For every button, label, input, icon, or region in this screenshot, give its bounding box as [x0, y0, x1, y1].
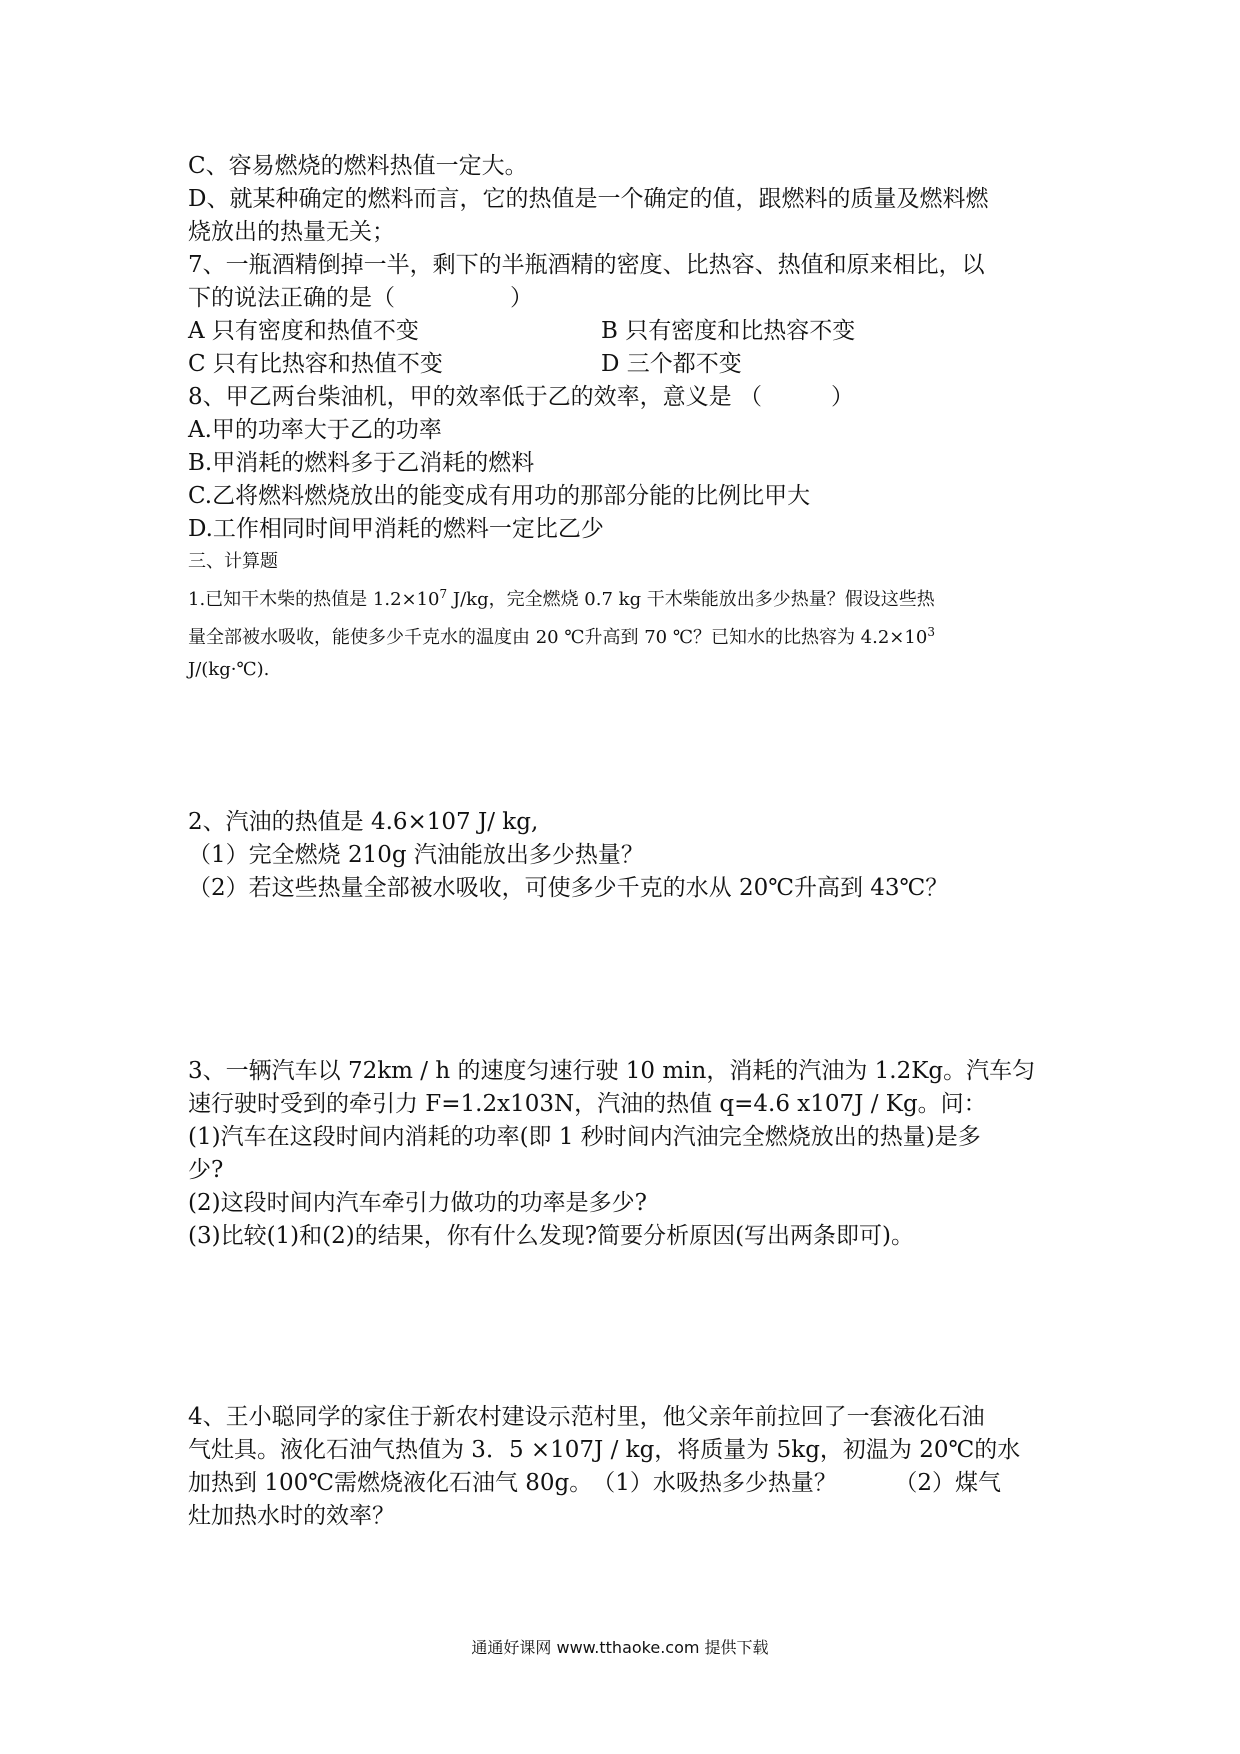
answer-space — [188, 1253, 1068, 1401]
q7-options-row-2 — [188, 348, 1068, 381]
calc-1-exponent-2: 3 — [927, 625, 935, 639]
q8-option-b: B.甲消耗的燃料多于乙消耗的燃料 — [188, 450, 535, 476]
footer-credit: 通通好课网 www.tthaoke.com 提供下载 — [471, 1638, 769, 1657]
q7-option-b: B 只有密度和比热容不变 — [601, 318, 856, 344]
answer-space — [188, 905, 1068, 1055]
calc-3-line-2: 速行驶时受到的牵引力 F=1.2x103N，汽油的热值 q=4.6 x107J / Kg。问： — [188, 1091, 987, 1117]
calc-1-line-2 — [188, 616, 1068, 654]
option-d-text: D、就某种确定的燃料而言，它的热值是一个确定的值，跟燃料的质量及燃料燃 — [188, 186, 989, 212]
calc-1-line-1 — [188, 578, 1068, 616]
calc-4-line-4: 灶加热水时的效率？ — [188, 1503, 395, 1529]
calc-1-exponent: 7 — [439, 587, 448, 601]
option-c-text: C、容易燃烧的燃料热值一定大。 — [188, 153, 528, 179]
answer-space — [188, 686, 1068, 806]
calc-3-line-1: 3、一辆汽车以 72km / h 的速度匀速行驶 10 min，消耗的汽油为 1.2Kg。汽车匀 — [188, 1058, 1036, 1084]
calc-4-line-1: 4、王小聪同学的家住于新农村建设示范村里，他父亲年前拉回了一套液化石油 — [188, 1404, 985, 1430]
document-content — [188, 150, 1068, 1533]
q8-option-a: A.甲的功率大于乙的功率 — [188, 417, 442, 443]
calc-4-line-3: 加热到 100℃需燃烧液化石油气 80g。 （1）水吸热多少热量？ （2）煤气 — [188, 1470, 1002, 1496]
calc-1-text-cont: J/kg，完全燃烧 0.7 kg 干木柴能放出多少热量？假设这些热 — [447, 589, 935, 610]
section-title: 三、计算题 — [188, 551, 278, 572]
calc-4-line-2: 气灶具。液化石油气热值为 3．5 ×107J / kg，将质量为 5kg，初温为 20℃的水 — [188, 1437, 1021, 1463]
q7-option-c: C 只有比热容和热值不变 — [188, 351, 443, 377]
calc-3-part-1-cont: 少? — [188, 1157, 224, 1183]
option-d-text-cont: 烧放出的热量无关； — [188, 219, 395, 245]
q7-option-a: A 只有密度和热值不变 — [188, 318, 419, 344]
question-7: 7、一瓶酒精倒掉一半，剩下的半瓶酒精的密度、比热容、热值和原来相比，以 — [188, 252, 985, 278]
q7-options-row-1 — [188, 315, 1068, 348]
q8-option-d: D.工作相同时间甲消耗的燃料一定比乙少 — [188, 516, 604, 542]
calc-1-line-3: J/(kg·℃). — [188, 659, 270, 680]
calc-2-part-2: （2）若这些热量全部被水吸收，可使多少千克的水从 20℃升高到 43℃？ — [188, 875, 949, 901]
q8-option-c: C.乙将燃料燃烧放出的能变成有用功的那部分能的比例比甲大 — [188, 483, 811, 509]
calc-3-part-1: (1)汽车在这段时间内消耗的功率(即 1 秒时间内汽油完全燃烧放出的热量)是多 — [188, 1124, 981, 1150]
calc-2-part-1: （1）完全燃烧 210g 汽油能放出多少热量？ — [188, 842, 644, 868]
calc-1-text-2: 量全部被水吸收，能使多少千克水的温度由 20 ℃升高到 70 ℃？已知水的比热容为 4.2×10 — [188, 627, 928, 648]
question-7-cont: 下的说法正确的是（ ） — [188, 285, 533, 311]
q7-option-d: D 三个都不变 — [601, 351, 742, 377]
question-8: 8、甲乙两台柴油机，甲的效率低于乙的效率，意义是 （ ） — [188, 384, 854, 410]
calc-3-part-3: (3)比较(1)和(2)的结果，你有什么发现?简要分析原因(写出两条即可)。 — [188, 1223, 915, 1249]
calc-3-part-2: (2)这段时间内汽车牵引力做功的功率是多少? — [188, 1190, 647, 1216]
calc-2-question: 2、汽油的热值是 4.6×107 J/ kg, — [188, 809, 539, 835]
calc-1-text: 1.已知干木柴的热值是 1.2×10 — [188, 589, 440, 610]
